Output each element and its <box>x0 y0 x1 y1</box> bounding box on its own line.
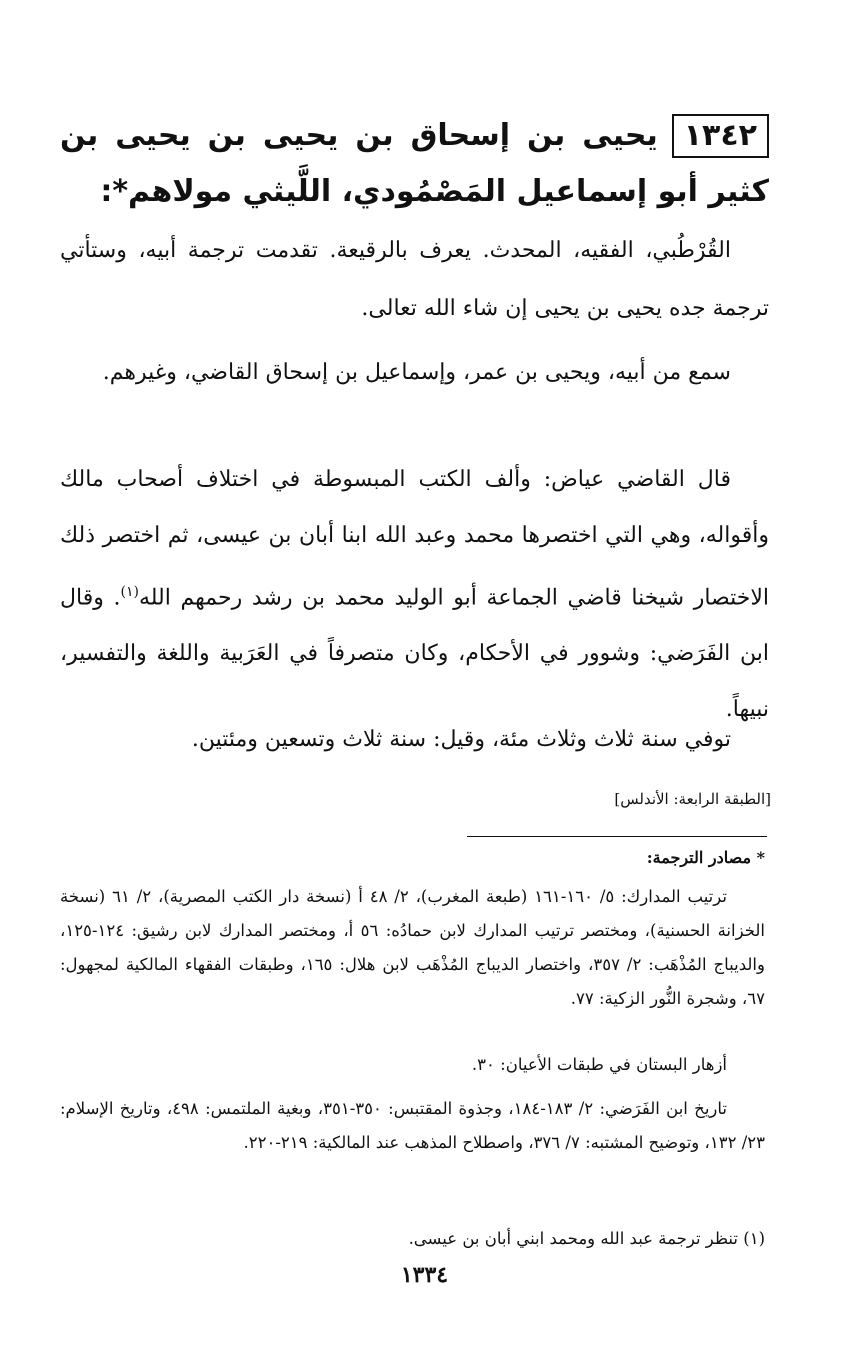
paragraph-works-part1: قال القاضي عياض: وألف الكتب المبسوطة في اختلاف أصحاب مالك وأقواله، وهي التي اختصرها محمد وعبد الله ابنا أبان بن عيسى، ثم اختصر ذلك الاختصار شيخنا قاضي الجماعة أبو الوليد محمد بن رشد رحمهم الله <box>60 467 769 611</box>
footnote-ref: (١) <box>120 584 139 600</box>
paragraph-works-part2: . وقال ابن الفَرَضي: وشوور في الأحكام، وكان متصرفاً في العَرَبية واللغة والتفسير، نبيهاً. <box>60 585 769 723</box>
page-number: ١٣٣٤ <box>400 1262 449 1288</box>
entry-heading <box>60 108 769 220</box>
footnote-1: (١) تنظر ترجمة عبد الله ومحمد ابني أبان بن عيسى. <box>408 1229 765 1248</box>
entry-number-box: ١٣٤٢ <box>672 114 769 158</box>
paragraph-works <box>60 452 769 738</box>
sources-list-2: أزهار البستان في طبقات الأعيان: ٣٠. <box>471 1055 727 1074</box>
paragraph-bio: القُرْطُبي، الفقيه، المحدث. يعرف بالرقيعة. تقدمت ترجمة أبيه، وستأتي ترجمة جده يحيى بن يحيى إن شاء الله تعالى. <box>60 238 769 321</box>
sources-list-1: ترتيب المدارك: ٥/ ١٦٠-١٦١ (طبعة المغرب)، ٢/ ٤٨ أ (نسخة دار الكتب المصرية)، ٢/ ٦١ (نسخة الخزانة الحسنية)، ومختصر ترتيب المدارك لابن حمادُه: ٥٦ أ، ومختصر المدارك لابن رشيق: ١٢٤-١٢٥، والديباج المُذْهَب: ٢/ ٣٥٧، واختصار الديباج المُذْهَب لابن هلال: ١٦٥، وطبقات الفقهاء المالكية لمجهول: ٦٧، وشجرة النُّور الزكية: ٧٧. <box>60 887 765 1008</box>
sources-heading: * مصادر الترجمة: <box>646 848 765 867</box>
footnote-divider <box>467 836 767 837</box>
paragraph-death: توفي سنة ثلاث وثلاث مئة، وقيل: سنة ثلاث وتسعين ومئتين. <box>191 727 731 752</box>
tabaqa-label: [الطبقة الرابعة: الأندلس] <box>614 790 771 808</box>
sources-list-3: تاريخ ابن الفَرَضي: ٢/ ١٨٣-١٨٤، وجذوة المقتبس: ٣٥٠-٣٥١، وبغية الملتمس: ٤٩٨، وتاريخ الإسلام: ٢٣/ ١٣٢، وتوضيح المشتبه: ٧/ ٣٧٦، واصطلاح المذهب عند المالكية: ٢١٩-٢٢٠. <box>60 1099 765 1152</box>
paragraph-teachers: سمع من أبيه، ويحيى بن عمر، وإسماعيل بن إسحاق القاضي، وغيرهم. <box>102 360 731 385</box>
entry-title: يحيى بن إسحاق بن يحيى بن يحيى بن كثير أبو إسماعيل المَصْمُودي، اللَّيثي مولاهم*: <box>60 118 769 209</box>
